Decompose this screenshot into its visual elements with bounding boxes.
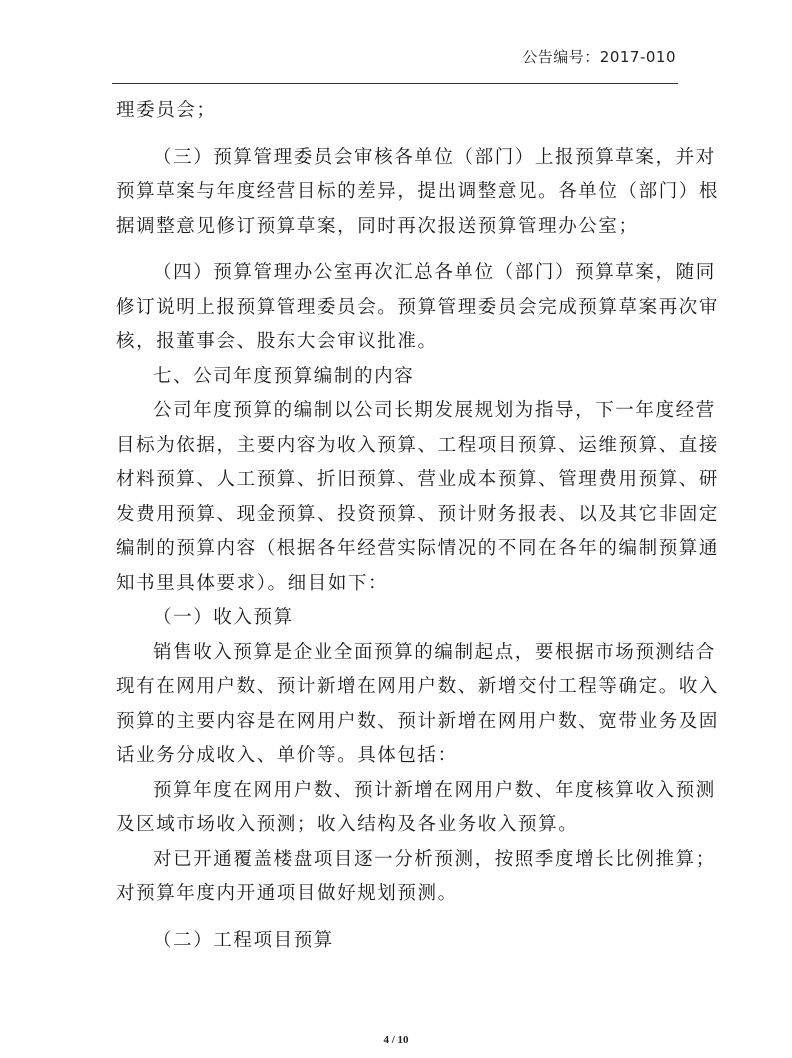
- text-line: 材料预算、人工预算、折旧预算、营业成本预算、管理费用预算、研: [116, 469, 720, 490]
- text-line: 对预算年度内开通项目做好规划预测。: [116, 883, 458, 904]
- text-line: 理委员会；: [116, 100, 217, 121]
- text-line: 编制的预算内容（根据各年经营实际情况的不同在各年的编制预算通: [116, 538, 720, 559]
- subsection-heading: （一）收入预算: [153, 607, 294, 628]
- text-line: 目标为依据，主要内容为收入预算、工程项目预算、运维预算、直接: [116, 434, 720, 456]
- page-number: 4 / 10: [383, 1034, 409, 1046]
- text-line: 据调整意见修订预算草案，同时再次报送预算管理办公室；: [116, 215, 639, 237]
- text-line: 及区域市场收入预测；收入结构及各业务收入预算。: [116, 814, 579, 835]
- text-line: 预算年度在网用户数、预计新增在网用户数、年度核算收入预测: [153, 779, 716, 801]
- header-divider: [112, 83, 678, 84]
- text-line: 知书里具体要求）。细目如下：: [116, 572, 389, 594]
- section-heading: 七、公司年度预算编制的内容: [153, 365, 415, 387]
- document-body: [116, 94, 720, 958]
- text-line: 公司年度预算的编制以公司长期发展规划为指导，下一年度经营: [153, 400, 716, 421]
- subsection-heading: （二）工程项目预算: [153, 929, 334, 951]
- text-line: 修订说明上报预算管理委员会。预算管理委员会完成预算草案再次审: [116, 296, 720, 318]
- text-line: 对已开通覆盖楼盘项目逐一分析预测，按照季度增长比例推算；: [153, 848, 716, 870]
- text-line: 核，报董事会、股东大会审议批准。: [116, 331, 438, 352]
- text-line: 发费用预算、现金预算、投资预算、预计财务报表、以及其它非固定: [116, 503, 720, 525]
- text-line: 现有在网用户数、预计新增在网用户数、新增交付工程等确定。收入: [116, 676, 720, 697]
- text-line: 预算的主要内容是在网用户数、预计新增在网用户数、宽带业务及固: [116, 710, 720, 732]
- text-line: 预算草案与年度经营目标的差异，提出调整意见。各单位（部门）根: [116, 181, 720, 202]
- text-line: （四）预算管理办公室再次汇总各单位（部门）预算草案，随同: [153, 262, 716, 283]
- announcement-number: 公告编号：2017-010: [522, 48, 676, 66]
- text-line: （三）预算管理委员会审核各单位（部门）上报预算草案，并对: [153, 146, 716, 168]
- text-line: 话业务分成收入、单价等。具体包括：: [116, 745, 458, 766]
- text-line: 销售收入预算是企业全面预算的编制起点，要根据市场预测结合: [153, 641, 716, 663]
